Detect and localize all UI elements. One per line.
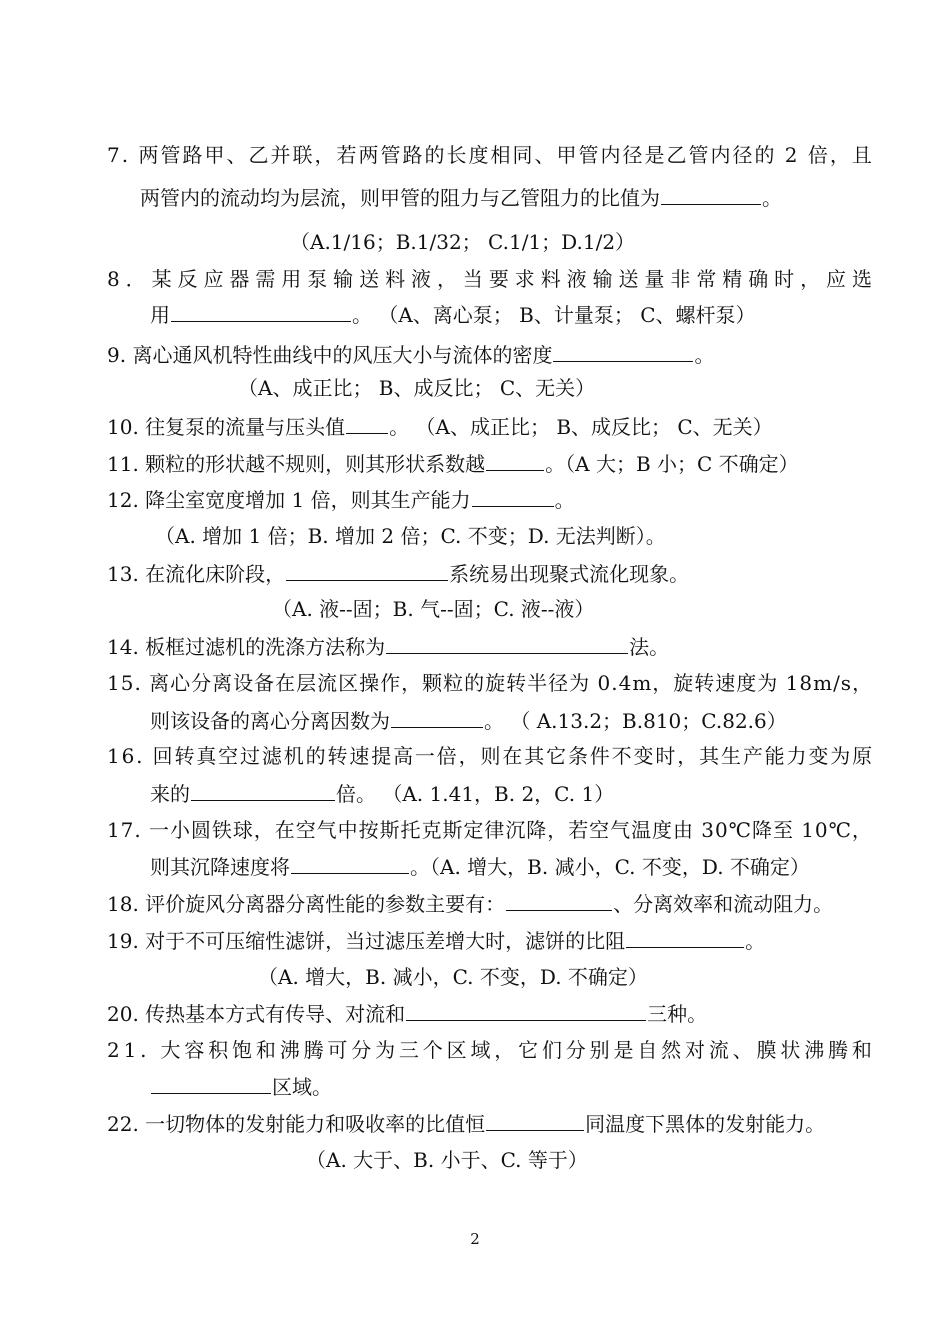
q15-line1 bbox=[107, 668, 873, 698]
line-text: （A、成正比； B、成反比； C、无关） bbox=[238, 376, 596, 400]
q11-line1 bbox=[107, 448, 799, 478]
line-text: 。（A. 增大，B. 减小，C. 不变，D. 不确定） bbox=[410, 855, 810, 879]
line-text: 。 bbox=[745, 929, 766, 953]
line-text: 18. 评价旋风分离器分离性能的参数主要有： bbox=[107, 892, 506, 916]
q8-line1 bbox=[107, 264, 878, 294]
line-text: 用 bbox=[150, 303, 170, 327]
q12-options bbox=[155, 521, 666, 551]
line-text: （A. 增大，B. 减小，C. 不变，D. 不确定） bbox=[258, 965, 648, 989]
answer-blank[interactable] bbox=[626, 925, 744, 948]
q16-line1 bbox=[107, 741, 874, 771]
line-text: 13. 在流化床阶段， bbox=[107, 562, 286, 586]
line-text: （A.1/16；B.1/32； C.1/1；D.1/2） bbox=[290, 230, 636, 254]
line-text: 则其沉降速度将 bbox=[150, 855, 290, 879]
q13-options bbox=[272, 594, 594, 624]
q9-line1 bbox=[107, 339, 714, 369]
line-text: 倍。 （A. 1.41，B. 2，C. 1） bbox=[336, 782, 615, 806]
line-text: 14. 板框过滤机的洗涤方法称为 bbox=[107, 635, 386, 659]
line-text: （A. 大于、B. 小于、C. 等于） bbox=[306, 1148, 588, 1172]
line-text: 9. 离心通风机特性曲线中的风压大小与流体的密度 bbox=[107, 343, 553, 367]
q17-line1 bbox=[107, 815, 873, 845]
q7-line1 bbox=[107, 140, 874, 170]
line-text: 。 bbox=[554, 488, 575, 512]
line-text: 7. 两管路甲、乙并联，若两管路的长度相同、甲管内径是乙管内径的 2 倍，且 bbox=[107, 143, 874, 167]
answer-blank[interactable] bbox=[506, 888, 612, 911]
q15-line2 bbox=[150, 705, 787, 735]
line-text: 17. 一小圆铁球，在空气中按斯托克斯定律沉降，若空气温度由 30℃降至 10℃， bbox=[107, 818, 873, 842]
answer-blank[interactable] bbox=[171, 299, 351, 322]
q10-line1 bbox=[107, 411, 773, 441]
answer-blank[interactable] bbox=[191, 778, 335, 801]
line-text: 。 （ A.13.2；B.810；C.82.6） bbox=[484, 709, 787, 733]
page-number: 2 bbox=[470, 1230, 480, 1248]
q12-line1 bbox=[107, 484, 575, 514]
line-text: 10. 往复泵的流量与压头值 bbox=[107, 415, 346, 439]
answer-blank[interactable] bbox=[661, 182, 761, 205]
line-text: 19. 对于不可压缩性滤饼，当过滤压差增大时，滤饼的比阻 bbox=[107, 929, 626, 953]
line-text: 8．某反应器需用泵输送料液，当要求料液输送量非常精确时，应选 bbox=[107, 267, 878, 291]
q22-line1 bbox=[107, 1108, 825, 1138]
q7-options bbox=[290, 227, 635, 257]
q9-options bbox=[238, 373, 595, 403]
line-text: 20. 传热基本方式有传导、对流和 bbox=[107, 1002, 406, 1026]
line-text: 、分离效率和流动阻力。 bbox=[613, 892, 834, 916]
answer-blank[interactable] bbox=[406, 998, 646, 1021]
line-text: 来的 bbox=[150, 782, 190, 806]
q16-line2 bbox=[150, 778, 614, 808]
line-text: 。（A 大；B 小；C 不确定） bbox=[545, 452, 799, 476]
answer-blank[interactable] bbox=[291, 851, 409, 874]
q18-line1 bbox=[107, 888, 833, 918]
line-text: 22. 一切物体的发射能力和吸收率的比值恒 bbox=[107, 1112, 486, 1136]
q17-line2 bbox=[150, 851, 810, 881]
answer-blank[interactable] bbox=[151, 1071, 271, 1094]
line-text: （A. 增加 1 倍；B. 增加 2 倍；C. 不变；D. 无法判断）。 bbox=[155, 524, 666, 548]
q8-line2 bbox=[150, 299, 756, 329]
line-text: 11. 颗粒的形状越不规则，则其形状系数越 bbox=[107, 452, 486, 476]
q19-line1 bbox=[107, 925, 765, 955]
line-text: 两管内的流动均为层流，则甲管的阻力与乙管阻力的比值为 bbox=[140, 186, 660, 210]
q7-line2 bbox=[140, 182, 782, 212]
answer-blank[interactable] bbox=[391, 705, 483, 728]
q13-line1 bbox=[107, 558, 689, 588]
line-text: 。 （A、成正比； B、成反比； C、无关） bbox=[389, 415, 773, 439]
line-text: 21. 大容积饱和沸腾可分为三个区域，它们分别是自然对流、膜状沸腾和 bbox=[107, 1038, 876, 1062]
line-text: 则该设备的离心分离因数为 bbox=[150, 709, 390, 733]
line-text: 12. 降尘室宽度增加 1 倍，则其生产能力 bbox=[107, 488, 471, 512]
line-text: 。 （A、离心泵； B、计量泵； C、螺杆泵） bbox=[352, 303, 756, 327]
line-text: 15. 离心分离设备在层流区操作，颗粒的旋转半径为 0.4m，旋转速度为 18m/s， bbox=[107, 671, 874, 695]
q22-options bbox=[306, 1145, 588, 1175]
q19-options bbox=[258, 962, 648, 992]
answer-blank[interactable] bbox=[386, 631, 628, 654]
line-text: 。 bbox=[762, 186, 782, 210]
q20-line1 bbox=[107, 998, 707, 1028]
line-text: 。 bbox=[694, 343, 715, 367]
answer-blank[interactable] bbox=[472, 484, 554, 507]
answer-blank[interactable] bbox=[286, 558, 448, 581]
line-text: 同温度下黑体的发射能力。 bbox=[585, 1112, 826, 1136]
answer-blank[interactable] bbox=[553, 339, 693, 362]
line-text: 16. 回转真空过滤机的转速提高一倍，则在其它条件不变时，其生产能力变为原 bbox=[107, 744, 874, 768]
answer-blank[interactable] bbox=[346, 411, 388, 434]
answer-blank[interactable] bbox=[486, 448, 544, 471]
line-text: 区域。 bbox=[272, 1075, 332, 1099]
line-text: （A. 液--固；B. 气--固；C. 液--液） bbox=[272, 597, 595, 621]
line-text: 系统易出现聚式流化现象。 bbox=[449, 562, 690, 586]
answer-blank[interactable] bbox=[486, 1108, 584, 1131]
line-text: 三种。 bbox=[647, 1002, 708, 1026]
line-text: 法。 bbox=[629, 635, 670, 659]
q21-line2 bbox=[150, 1071, 332, 1101]
q14-line1 bbox=[107, 631, 669, 661]
q21-line1 bbox=[107, 1035, 876, 1065]
